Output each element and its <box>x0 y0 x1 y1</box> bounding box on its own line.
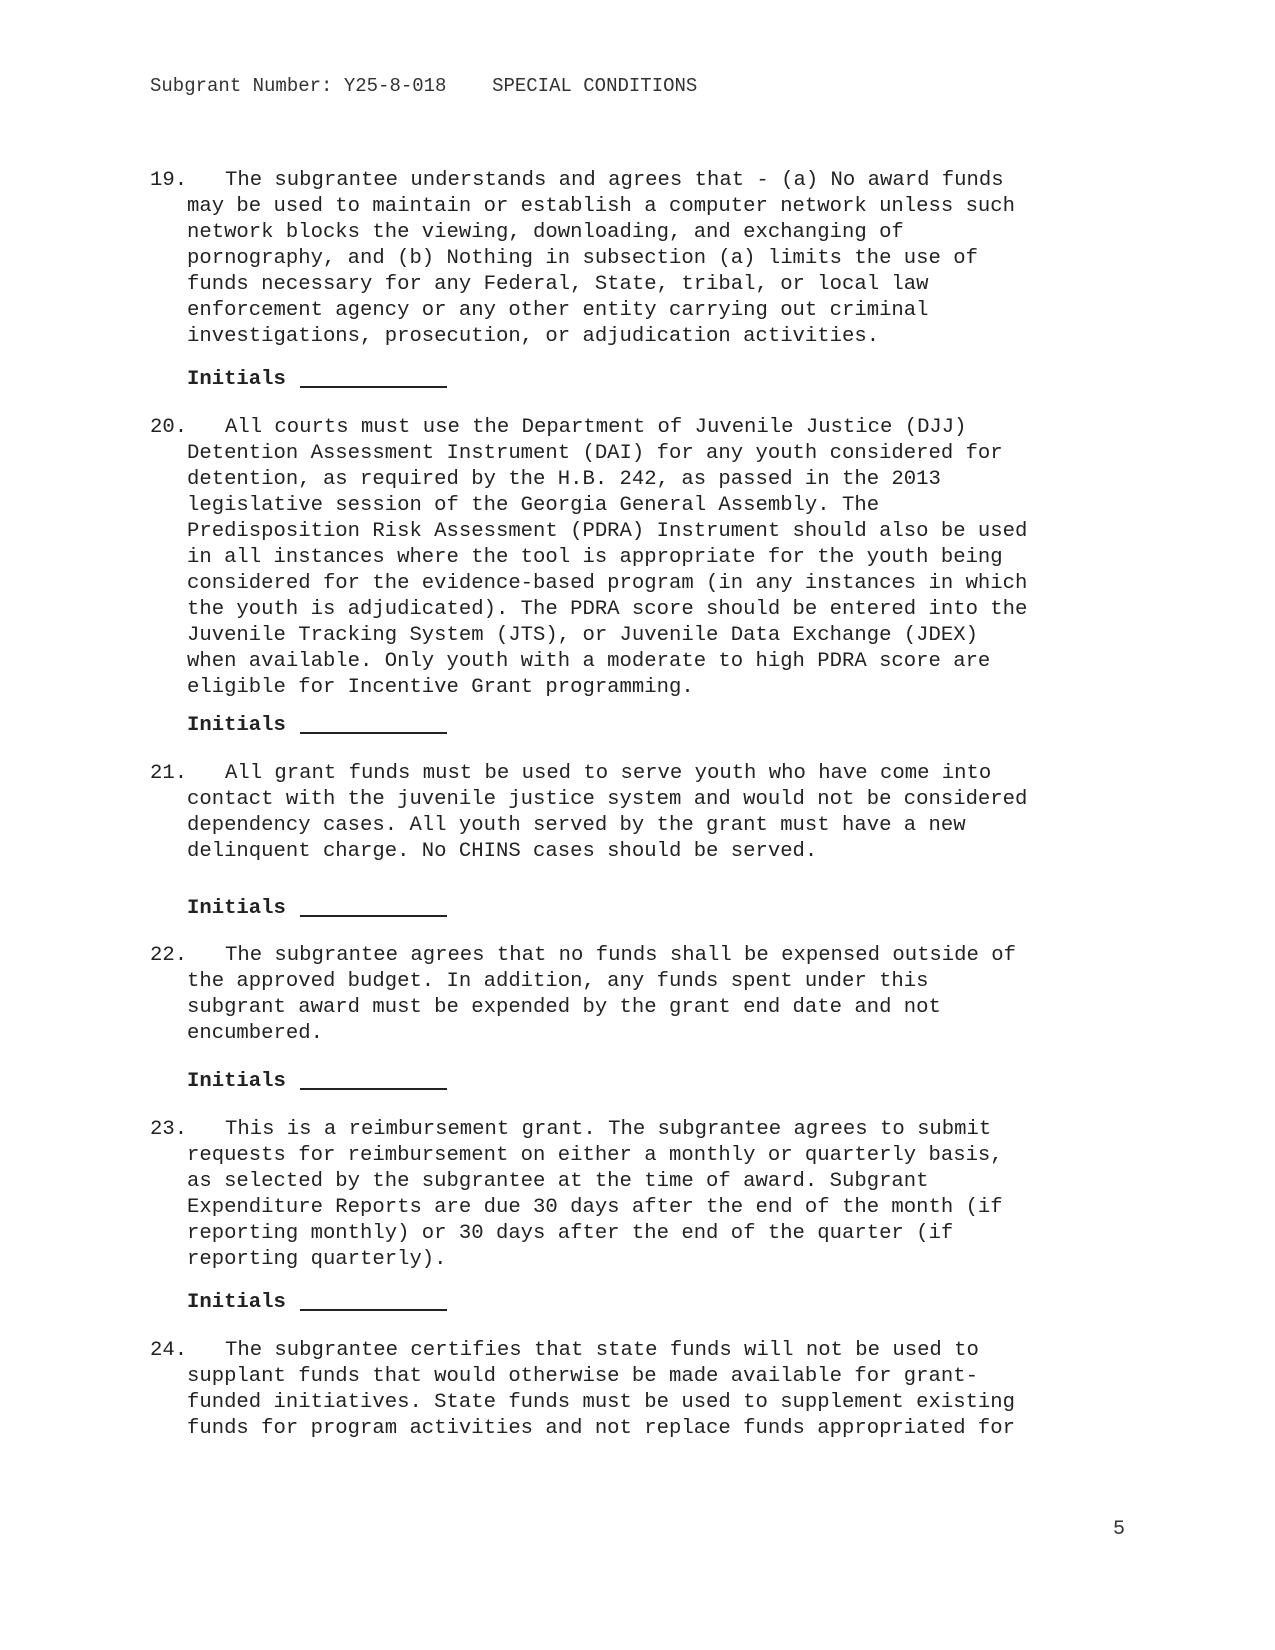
page-header <box>150 74 697 98</box>
condition-21 <box>150 761 1150 865</box>
initials-blank-line[interactable] <box>300 1088 447 1090</box>
condition-24 <box>150 1338 1150 1442</box>
condition-20 <box>150 415 1150 701</box>
subgrant-number: Subgrant Number: Y25-8-018 <box>150 75 447 97</box>
condition-body: The subgrantee understands and agrees that - (a) No award funds may be used to maintain or establish a computer network unless such network blocks the viewing, downloading, and exchanging of pornography, and (b) Nothing in subsection (a) limits the use of funds necessary for any Federal, State, tribal, or local law enforcement agency or any other entity carrying out criminal investigations, prosecution, or adjudication activities. <box>187 169 1016 348</box>
initials-label: Initials <box>187 714 286 737</box>
condition-number: 19. <box>150 169 188 192</box>
initials-field-23[interactable] <box>187 1290 447 1316</box>
initials-field-22[interactable] <box>187 1069 447 1095</box>
initials-blank-line[interactable] <box>300 1309 447 1311</box>
condition-number: 20. <box>150 416 188 439</box>
condition-body: All courts must use the Department of Juvenile Justice (DJJ) Detention Assessment Instrument (DAI) for any youth considered for detention, as required by the H.B. 242, as passed in the 2013 legislative session of the Georgia General Assembly. The Predisposition Risk Assessment (PDRA) Instrument should also be used in all instances where the tool is appropriate for the youth being considered for the evidence-based program (in any instances in which the youth is adjudicated). The PDRA score should be entered into the Juvenile Tracking System (JTS), or Juvenile Data Exchange (JDEX) when available. Only youth with a moderate to high PDRA score are eligible for Incentive Grant programming. <box>187 416 1028 699</box>
condition-body: The subgrantee certifies that state funds will not be used to supplant funds that would otherwise be made available for grant- funded initiatives. State funds must be used to supplement existing funds for program activities and not replace funds appropriated for <box>187 1339 1016 1440</box>
condition-number: 22. <box>150 944 188 967</box>
condition-22 <box>150 943 1150 1047</box>
initials-field-20[interactable] <box>187 713 447 739</box>
page-number: 5 <box>1112 1518 1125 1541</box>
condition-number: 21. <box>150 762 188 785</box>
initials-label: Initials <box>187 1070 286 1093</box>
section-title: SPECIAL CONDITIONS <box>492 75 698 97</box>
condition-19 <box>150 168 1150 350</box>
initials-label: Initials <box>187 1291 286 1314</box>
initials-blank-line[interactable] <box>300 386 447 388</box>
condition-body: All grant funds must be used to serve youth who have come into contact with the juvenile justice system and would not be considered dependency cases. All youth served by the grant must have a new delinquent charge. No CHINS cases should be served. <box>187 762 1028 863</box>
initials-blank-line[interactable] <box>300 915 447 917</box>
initials-label: Initials <box>187 897 286 920</box>
condition-number: 24. <box>150 1339 188 1362</box>
initials-field-19[interactable] <box>187 367 447 393</box>
initials-blank-line[interactable] <box>300 732 447 734</box>
condition-body: The subgrantee agrees that no funds shall be expensed outside of the approved budget. In addition, any funds spent under this subgrant award must be expended by the grant end date and not encumbered. <box>187 944 1016 1045</box>
condition-number: 23. <box>150 1118 188 1141</box>
initials-field-21[interactable] <box>187 896 447 922</box>
condition-23 <box>150 1117 1150 1273</box>
condition-body: This is a reimbursement grant. The subgrantee agrees to submit requests for reimbursement on either a monthly or quarterly basis, as selected by the subgrantee at the time of award. Subgrant Expenditure Reports are due 30 days after the end of the month (if reporting monthly) or 30 days after the end of the quarter (if reporting quarterly). <box>187 1118 1003 1271</box>
initials-label: Initials <box>187 368 286 391</box>
